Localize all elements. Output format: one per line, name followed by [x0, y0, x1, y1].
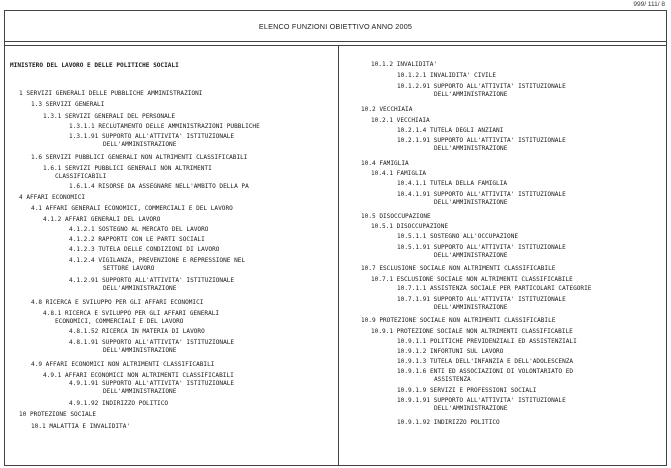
list-item: 1.6.1.4 RISORSE DA ASSEGNARE NELL'AMBITO DELLA PA	[69, 183, 249, 190]
list-item: ASSISTENZA	[434, 376, 471, 383]
list-item: 10.9.1.9 SERVIZI E PROFESSIONI SOCIALI	[397, 387, 537, 394]
list-item: 10.9.1 PROTEZIONE SOCIALE NON ALTRIMENTI CLASSIFICABILE	[371, 328, 573, 335]
list-item: DELL'AMMINISTRAZIONE	[103, 285, 177, 292]
list-item: 10.2.1.4 TUTELA DEGLI ANZIANI	[397, 127, 504, 134]
list-item: 10.7 ESCLUSIONE SOCIALE NON ALTRIMENTI CLASSIFICABILE	[361, 265, 556, 272]
list-item: CLASSIFICABILI	[55, 173, 107, 180]
list-item: 1 SERVIZI GENERALI DELLE PUBBLICHE AMMINISTRAZIONI	[19, 90, 203, 97]
list-item: 4.1 AFFARI GENERALI ECONOMICI, COMMERCIALI E DEL LAVORO	[31, 205, 233, 212]
list-item: 4.8.1.52 RICERCA IN MATERIA DI LAVORO	[69, 328, 205, 335]
list-item: 10.4.1 FAMIGLIA	[371, 170, 427, 177]
list-item: DELL'AMMINISTRAZIONE	[434, 145, 508, 152]
ministry-heading: MINISTERO DEL LAVORO E DELLE POLITICHE SOCIALI	[10, 62, 179, 69]
list-item: DELL'AMMINISTRAZIONE	[434, 91, 508, 98]
list-item: 4.9 AFFARI ECONOMICI NON ALTRIMENTI CLASSIFICABILI	[31, 361, 215, 368]
document-title: ELENCO FUNZIONI OBIETTIVO ANNO 2005	[5, 11, 666, 42]
list-item: 10.7.1.1 ASSISTENZA SOCIALE PER PARTICOLARI CATEGORIE	[397, 285, 592, 292]
list-item: 10.9.1.1 POLITICHE PREVIDENZIALI ED ASSISTENZIALI	[397, 338, 577, 345]
content-area	[5, 11, 668, 467]
list-item: DELL'AMMINISTRAZIONE	[103, 347, 177, 354]
list-item: 10.5 DISOCCUPAZIONE	[361, 213, 431, 220]
list-item: 4.8.1 RICERCA E SVILUPPO PER GLI AFFARI GENERALI	[43, 310, 220, 317]
list-item: 4.1.2 AFFARI GENERALI DEL LAVORO	[43, 216, 161, 223]
list-item: 1.6 SERVIZI PUBBLICI GENERALI NON ALTRIMENTI CLASSIFICABILI	[31, 154, 248, 161]
list-item: DELL'AMMINISTRAZIONE	[434, 199, 508, 206]
list-item: 10.2 VECCHIAIA	[361, 106, 413, 113]
document-frame	[4, 10, 667, 466]
list-item: 10.5.1.1 SOSTEGNO ALL'OCCUPAZIONE	[397, 233, 519, 240]
list-item: 10.9.1.91 SUPPORTO ALL'ATTIVITA' ISTITUZIONALE	[397, 397, 566, 404]
list-item: 1.6.1 SERVIZI PUBBLICI GENERALI NON ALTRIMENTI	[43, 165, 212, 172]
list-item: 10.7.1 ESCLUSIONE SOCIALE NON ALTRIMENTI CLASSIFICABILE	[371, 276, 573, 283]
page-reference-number: 999/ 111/ 8	[633, 1, 665, 8]
list-item: 4.8.1.91 SUPPORTO ALL'ATTIVITA' ISTITUZIONALE	[69, 339, 235, 346]
list-item: SETTORE LAVORO	[103, 265, 155, 272]
list-item: 10.9.1.6 ENTI ED ASSOCIAZIONI DI VOLONTARIATO ED	[397, 368, 574, 375]
list-item: 10.5.1 DISOCCUPAZIONE	[371, 223, 449, 230]
list-item: 4 AFFARI ECONOMICI	[19, 194, 86, 201]
list-item: 1.3.1 SERVIZI GENERALI DEL PERSONALE	[43, 113, 176, 120]
list-item: 10 PROTEZIONE SOCIALE	[19, 411, 97, 418]
list-item: 10.4.1.91 SUPPORTO ALL'ATTIVITA' ISTITUZIONALE	[397, 191, 566, 198]
list-item: 4.1.2.2 RAPPORTI CON LE PARTI SOCIALI	[69, 236, 205, 243]
list-item: 4.9.1.91 SUPPORTO ALL'ATTIVITA' ISTITUZIONALE	[69, 380, 235, 387]
list-item: 4.1.2.3 TUTELA DELLE CONDIZIONI DI LAVORO	[69, 246, 220, 253]
list-item: 1.3.1.1 RECLUTAMENTO DELLE AMMINISTRAZIONI PUBBLICHE	[69, 123, 260, 130]
list-item: 10.1.2.1 INVALIDITA' CIVILE	[397, 72, 497, 79]
list-item: DELL'AMMINISTRAZIONE	[103, 388, 177, 395]
list-item: 4.9.1 AFFARI ECONOMICI NON ALTRIMENTI CLASSIFICABILI	[43, 372, 234, 379]
list-item: 10.9.1.3 TUTELA DELL'INFANZIA E DELL'ADOLESCENZA	[397, 358, 574, 365]
list-item: ECONOMICI, COMMERCIALI E DEL LAVORO	[55, 318, 184, 325]
list-item: 10.4 FAMIGLIA	[361, 160, 409, 167]
list-item: 10.9 PROTEZIONE SOCIALE NON ALTRIMENTI CLASSIFICABILE	[361, 317, 556, 324]
list-item: 10.7.1.91 SUPPORTO ALL'ATTIVITA' ISTITUZIONALE	[397, 296, 566, 303]
list-item: 10.1.2 INVALIDITA'	[371, 61, 438, 68]
list-item: DELL'AMMINISTRAZIONE	[434, 405, 508, 412]
list-item: 10.2.1.91 SUPPORTO ALL'ATTIVITA' ISTITUZIONALE	[397, 137, 566, 144]
list-item: 10.1.2.91 SUPPORTO ALL'ATTIVITA' ISTITUZIONALE	[397, 83, 566, 90]
list-item: 10.9.1.2 INFORTUNI SUL LAVORO	[397, 348, 504, 355]
list-item: DELL'AMMINISTRAZIONE	[434, 252, 508, 259]
list-item: 10.9.1.92 INDIRIZZO POLITICO	[397, 419, 500, 426]
list-item: 4.8 RICERCA E SVILUPPO PER GLI AFFARI ECONOMICI	[31, 299, 204, 306]
list-item: 10.5.1.91 SUPPORTO ALL'ATTIVITA' ISTITUZIONALE	[397, 244, 566, 251]
list-item: 4.9.1.92 INDIRIZZO POLITICO	[69, 400, 169, 407]
list-item: 4.1.2.91 SUPPORTO ALL'ATTIVITA' ISTITUZIONALE	[69, 277, 235, 284]
list-item: DELL'AMMINISTRAZIONE	[434, 304, 508, 311]
list-item: 10.2.1 VECCHIAIA	[371, 117, 430, 124]
list-item: 4.1.2.1 SOSTEGNO AL MERCATO DEL LAVORO	[69, 226, 209, 233]
list-item: 1.3 SERVIZI GENERALI	[31, 101, 105, 108]
list-item: 10.1 MALATTIA E INVALIDITA'	[31, 423, 131, 430]
list-item: DELL'AMMINISTRAZIONE	[103, 141, 177, 148]
list-item: 4.1.2.4 VIGILANZA, PREVENZIONE E REPRESSIONE NEL	[69, 257, 246, 264]
list-item: 1.3.1.91 SUPPORTO ALL'ATTIVITA' ISTITUZIONALE	[69, 133, 235, 140]
list-item: 10.4.1.1 TUTELA DELLA FAMIGLIA	[397, 180, 508, 187]
